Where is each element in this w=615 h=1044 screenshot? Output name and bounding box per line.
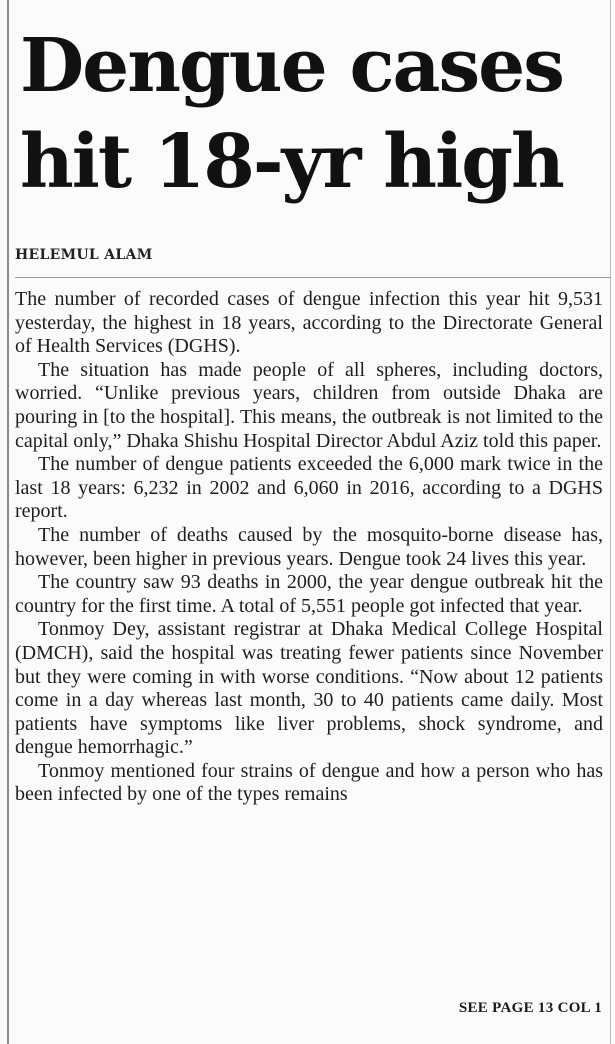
column-rule-right (610, 0, 611, 1044)
paragraph-3: The number of dengue patients exceeded the 6,000 mark twice in the last 18 years: 6,232 in 2002 and 6,060 in 2016, according to a DGHS report. (15, 453, 603, 523)
byline-divider (15, 277, 611, 278)
headline-line-1: Dengue cases (20, 23, 563, 109)
paragraph-2: The situation has made people of all spheres, including doctors, worried. “Unlike previous years, children from outside Dhaka are pouring in [to the hospital]. This means, the outbreak is not limited to the capital only,” Dhaka Shishu Hospital Director Abdul Aziz told this paper. (15, 358, 603, 452)
headline (20, 18, 610, 210)
paragraph-4: The number of deaths caused by the mosquito-borne disease has, however, been higher in previous years. Dengue took 24 lives this year. (15, 523, 603, 570)
continuation-jump-line: SEE PAGE 13 COL 1 (458, 1000, 602, 1016)
paragraph-7: Tonmoy mentioned four strains of dengue and how a person who has been infected by one of the types remains (15, 759, 603, 806)
byline: HELEMUL ALAM (15, 247, 153, 263)
paragraph-6: Tonmoy Dey, assistant registrar at Dhaka Medical College Hospital (DMCH), said the hospital was treating fewer patients since November but they were coming in with worse conditions. “Now about 12 patients come in a day whereas last month, 30 to 40 patients came daily. Most patients have symptoms like liver problems, shock syndrome, and dengue hemorrhagic.” (15, 618, 603, 759)
article-body (15, 288, 603, 807)
paragraph-1: The number of recorded cases of dengue infection this year hit 9,531 yesterday, the highest in 18 years, according to the Directorate General of Health Services (DGHS). (15, 288, 603, 358)
column-rule-left (7, 0, 9, 1044)
headline-line-2: hit 18-yr high (20, 119, 563, 205)
paragraph-5: The country saw 93 deaths in 2000, the year dengue outbreak hit the country for the first time. A total of 5,551 people got infected that year. (15, 571, 603, 617)
